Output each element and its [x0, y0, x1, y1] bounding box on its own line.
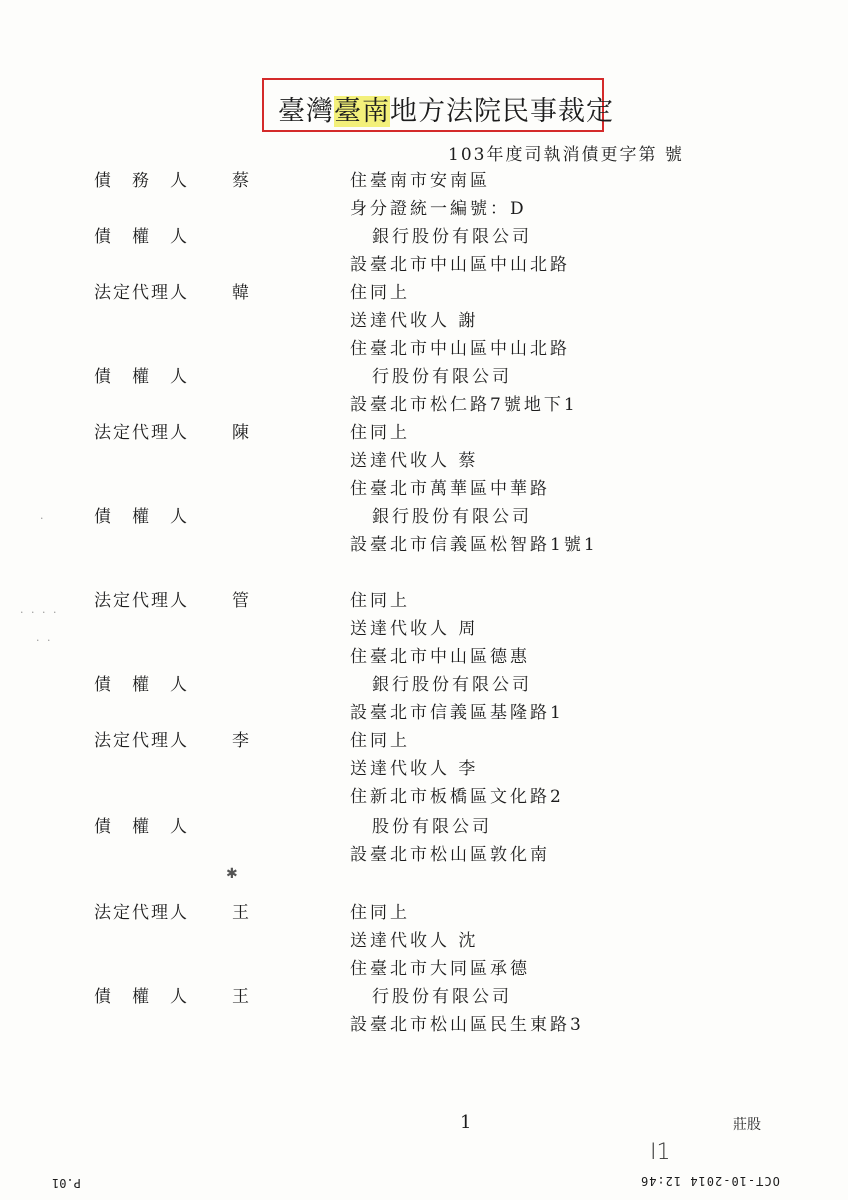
party-row	[0, 840, 848, 868]
party-detail: 設臺北市松山區敦化南	[350, 845, 550, 865]
party-detail: 銀行股份有限公司	[372, 507, 532, 527]
scan-noise: ·	[40, 512, 46, 525]
party-detail: 銀行股份有限公司	[372, 227, 532, 247]
fax-timestamp: OCT-10-2014 12:46	[640, 1174, 780, 1188]
document-title	[278, 89, 614, 128]
handwritten-mark: I1	[650, 1140, 671, 1165]
party-role: 債權人	[94, 227, 208, 247]
party-row	[0, 530, 848, 558]
party-row	[0, 642, 848, 670]
party-detail: 行股份有限公司	[372, 987, 512, 1007]
party-name: 王	[232, 987, 249, 1007]
case-number: 103年度司執消債更字第 號	[448, 145, 684, 165]
party-detail: 送達代收人 蔡	[350, 451, 479, 471]
document-title-box	[262, 78, 614, 132]
title-suffix: 地方法院民事裁定	[390, 96, 614, 127]
party-detail: 送達代收人 謝	[350, 311, 479, 331]
party-row	[0, 898, 848, 926]
party-row	[0, 670, 848, 698]
party-row	[0, 754, 848, 782]
party-role: 債權人	[94, 987, 208, 1007]
fax-page-marker: P.01	[52, 1176, 81, 1190]
party-row	[0, 954, 848, 982]
party-name: 李	[232, 731, 249, 751]
party-detail: 住同上	[350, 731, 410, 751]
party-role: 債務人	[94, 171, 208, 191]
party-detail: 住新北市板橋區文化路2	[350, 787, 564, 807]
party-detail: 設臺北市信義區基隆路1	[350, 703, 564, 723]
party-row	[0, 926, 848, 954]
party-row	[0, 586, 848, 614]
party-row	[0, 474, 848, 502]
party-row	[0, 1010, 848, 1038]
party-detail: 股份有限公司	[372, 817, 492, 837]
party-role: 債權人	[94, 817, 208, 837]
party-row	[0, 306, 848, 334]
party-detail: 住同上	[350, 423, 410, 443]
party-detail: 住臺北市中山區中山北路	[350, 339, 570, 359]
party-name: 韓	[232, 283, 249, 303]
party-role: 法定代理人	[94, 423, 189, 443]
party-row	[0, 726, 848, 754]
scan-noise: · · · ·	[20, 606, 59, 619]
party-row	[0, 812, 848, 840]
party-role: 債權人	[94, 675, 208, 695]
party-detail: 住臺北市中山區德惠	[350, 647, 530, 667]
party-row	[0, 982, 848, 1010]
party-detail: 設臺北市信義區松智路1號1	[350, 535, 598, 555]
party-detail: 設臺北市松仁路7號地下1	[350, 395, 578, 415]
scan-noise: ✱	[226, 866, 240, 882]
party-detail: 送達代收人 沈	[350, 931, 479, 951]
party-role: 債權人	[94, 367, 208, 387]
party-detail: 送達代收人 周	[350, 619, 479, 639]
party-row	[0, 418, 848, 446]
party-detail: 住臺北市大同區承德	[350, 959, 530, 979]
party-role: 法定代理人	[94, 731, 189, 751]
party-row	[0, 446, 848, 474]
party-name: 陳	[232, 423, 249, 443]
party-role: 法定代理人	[94, 903, 189, 923]
party-name: 蔡	[232, 171, 249, 191]
party-row	[0, 698, 848, 726]
party-row	[0, 614, 848, 642]
party-row	[0, 334, 848, 362]
party-detail: 設臺北市松山區民生東路3	[350, 1015, 584, 1035]
party-detail: 行股份有限公司	[372, 367, 512, 387]
party-row	[0, 278, 848, 306]
highlighted-court-name: 臺南	[334, 96, 390, 127]
section-stamp: 莊股	[733, 1117, 761, 1133]
party-row	[0, 362, 848, 390]
party-name: 王	[232, 903, 249, 923]
party-detail: 住同上	[350, 591, 410, 611]
party-role: 債權人	[94, 507, 208, 527]
party-row	[0, 250, 848, 278]
scan-noise: · ·	[36, 634, 53, 647]
party-row	[0, 390, 848, 418]
party-role: 法定代理人	[94, 283, 189, 303]
party-detail: 銀行股份有限公司	[372, 675, 532, 695]
party-role: 法定代理人	[94, 591, 189, 611]
party-name: 管	[232, 591, 249, 611]
title-prefix: 臺灣	[278, 96, 334, 127]
party-row	[0, 782, 848, 810]
page-number: 1	[460, 1112, 472, 1133]
party-detail: 身分證統一編號：D	[350, 199, 527, 219]
party-row	[0, 166, 848, 194]
party-detail: 設臺北市中山區中山北路	[350, 255, 570, 275]
party-detail: 住臺南市安南區	[350, 171, 490, 191]
party-detail: 住臺北市萬華區中華路	[350, 479, 550, 499]
party-detail: 住同上	[350, 903, 410, 923]
party-detail: 送達代收人 李	[350, 759, 479, 779]
party-row	[0, 222, 848, 250]
party-row	[0, 502, 848, 530]
party-row	[0, 194, 848, 222]
party-detail: 住同上	[350, 283, 410, 303]
